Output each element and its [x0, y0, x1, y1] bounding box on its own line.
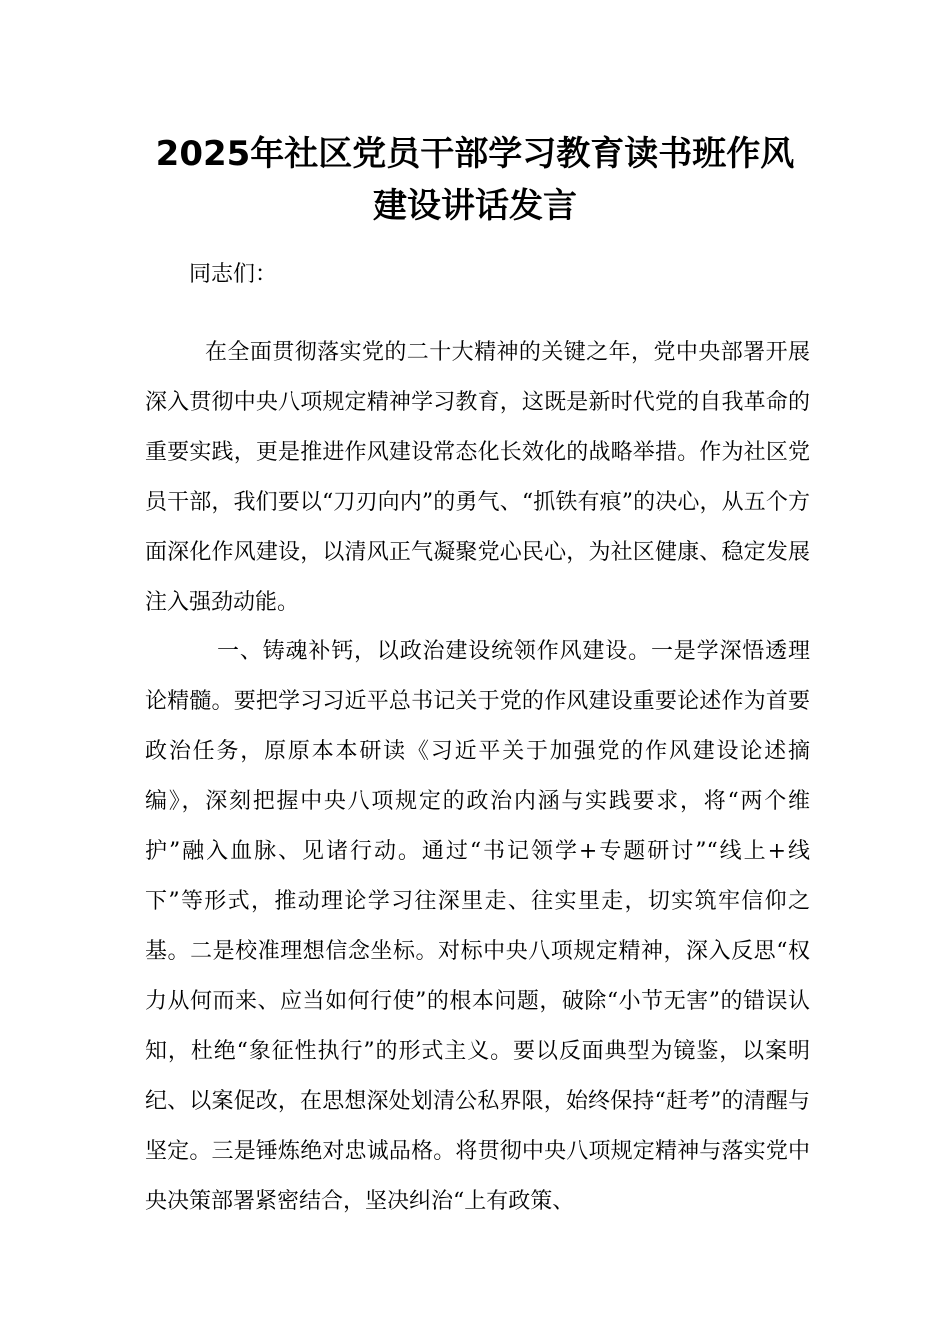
- document-title-line-2: 建设讲话发言: [373, 186, 577, 226]
- document-title-line-1: 2025年社区党员干部学习教育读书班作风: [155, 134, 795, 174]
- greeting: 同志们：: [189, 262, 278, 287]
- paragraph-section-one: 一、铸魂补钙，以政治建设统领作风建设。一是学深悟透理论精髓。要把学习习近平总书记关于党的作风建设重要论述作为首要政治任务，原原本本研读《习近平关于加强党的作风建设论述摘编》，深刻把握中央八项规定的政治内涵与实践要求，将“两个维护”融入血脉、见诸行动。通过“书记领学+专题研讨”“线上+线下”等形式，推动理论学习往深里走、往实里走，切实筑牢信仰之基。二是校准理想信念坐标。对标中央八项规定精神，深入反思“权力从何而来、应当如何行使”的根本问题，破除“小节无害”的错误认知，杜绝“象征性执行”的形式主义。要以反面典型为镜鉴，以案明纪、以案促改，在思想深处划清公私界限，始终保持“赶考”的清醒与坚定。三是锤炼绝对忠诚品格。将贯彻中央八项规定精神与落实党中央决策部署紧密结合，坚决纠治“上有政策、: [145, 639, 810, 1214]
- paragraph-intro: 在全面贯彻落实党的二十大精神的关键之年，党中央部署开展深入贯彻中央八项规定精神学习教育，这既是新时代党的自我革命的重要实践，更是推进作风建设常态化长效化的战略举措。作为社区党员干部，我们要以“刀刃向内”的勇气、“抓铁有痕”的决心，从五个方面深化作风建设，以清风正气凝聚党心民心，为社区健康、稳定发展注入强劲动能。: [145, 340, 810, 615]
